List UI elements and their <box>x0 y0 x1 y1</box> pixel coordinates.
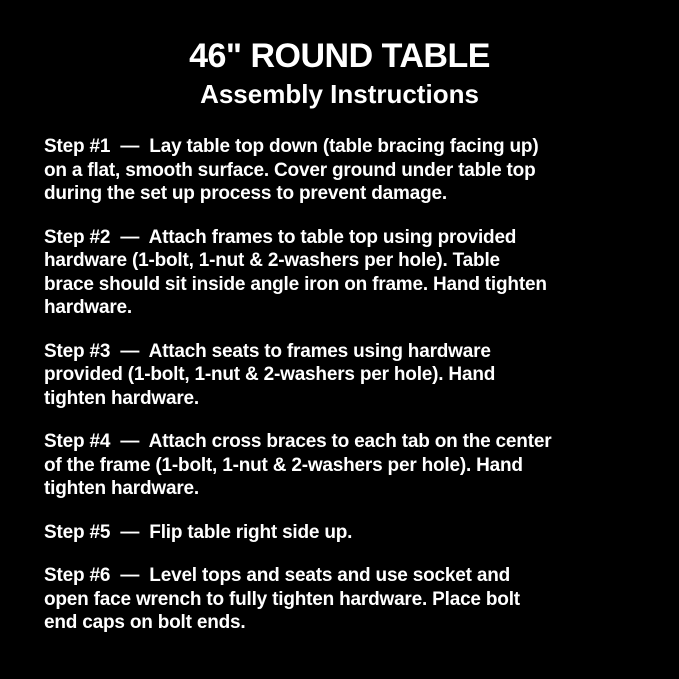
step-6-line-2: open face wrench to fully tighten hardware. Place bolt <box>44 588 520 610</box>
step-1-line-1: Step #1 — Lay table top down (table bracing facing up) <box>44 136 539 158</box>
step-6 <box>44 564 635 635</box>
steps-list <box>0 135 679 635</box>
step-6-line-1: Step #6 — Level tops and seats and use socket and <box>44 565 511 587</box>
step-1 <box>44 135 635 206</box>
step-4-line-2: of the frame (1-bolt, 1-nut & 2-washers per hole). Hand <box>44 454 523 476</box>
step-3-line-1: Step #3 — Attach seats to frames using hardware <box>44 340 491 362</box>
step-4-line-1: Step #4 — Attach cross braces to each tab on the center <box>44 431 552 453</box>
step-2 <box>44 226 635 320</box>
step-3-line-3: tighten hardware. <box>44 387 199 409</box>
step-1-line-2: on a flat, smooth surface. Cover ground under table top <box>44 159 536 181</box>
step-2-line-2: hardware (1-bolt, 1-nut & 2-washers per hole). Table <box>44 250 500 272</box>
step-4 <box>44 430 635 501</box>
step-4-line-3: tighten hardware. <box>44 478 199 500</box>
step-6-line-3: end caps on bolt ends. <box>44 612 246 634</box>
step-5-line-1: Step #5 — Flip table right side up. <box>44 521 353 543</box>
step-5 <box>44 521 635 545</box>
step-2-line-1: Step #2 — Attach frames to table top using provided <box>44 226 517 248</box>
instructions-header <box>0 0 679 110</box>
step-3-line-2: provided (1-bolt, 1-nut & 2-washers per hole). Hand <box>44 364 496 386</box>
step-1-line-3: during the set up process to prevent damage. <box>44 183 447 205</box>
step-3 <box>44 340 635 411</box>
step-2-line-3: brace should sit inside angle iron on frame. Hand tighten <box>44 273 547 295</box>
step-2-line-4: hardware. <box>44 297 132 319</box>
page-title: 46" ROUND TABLE <box>189 37 490 75</box>
page-subtitle: Assembly Instructions <box>200 79 479 110</box>
